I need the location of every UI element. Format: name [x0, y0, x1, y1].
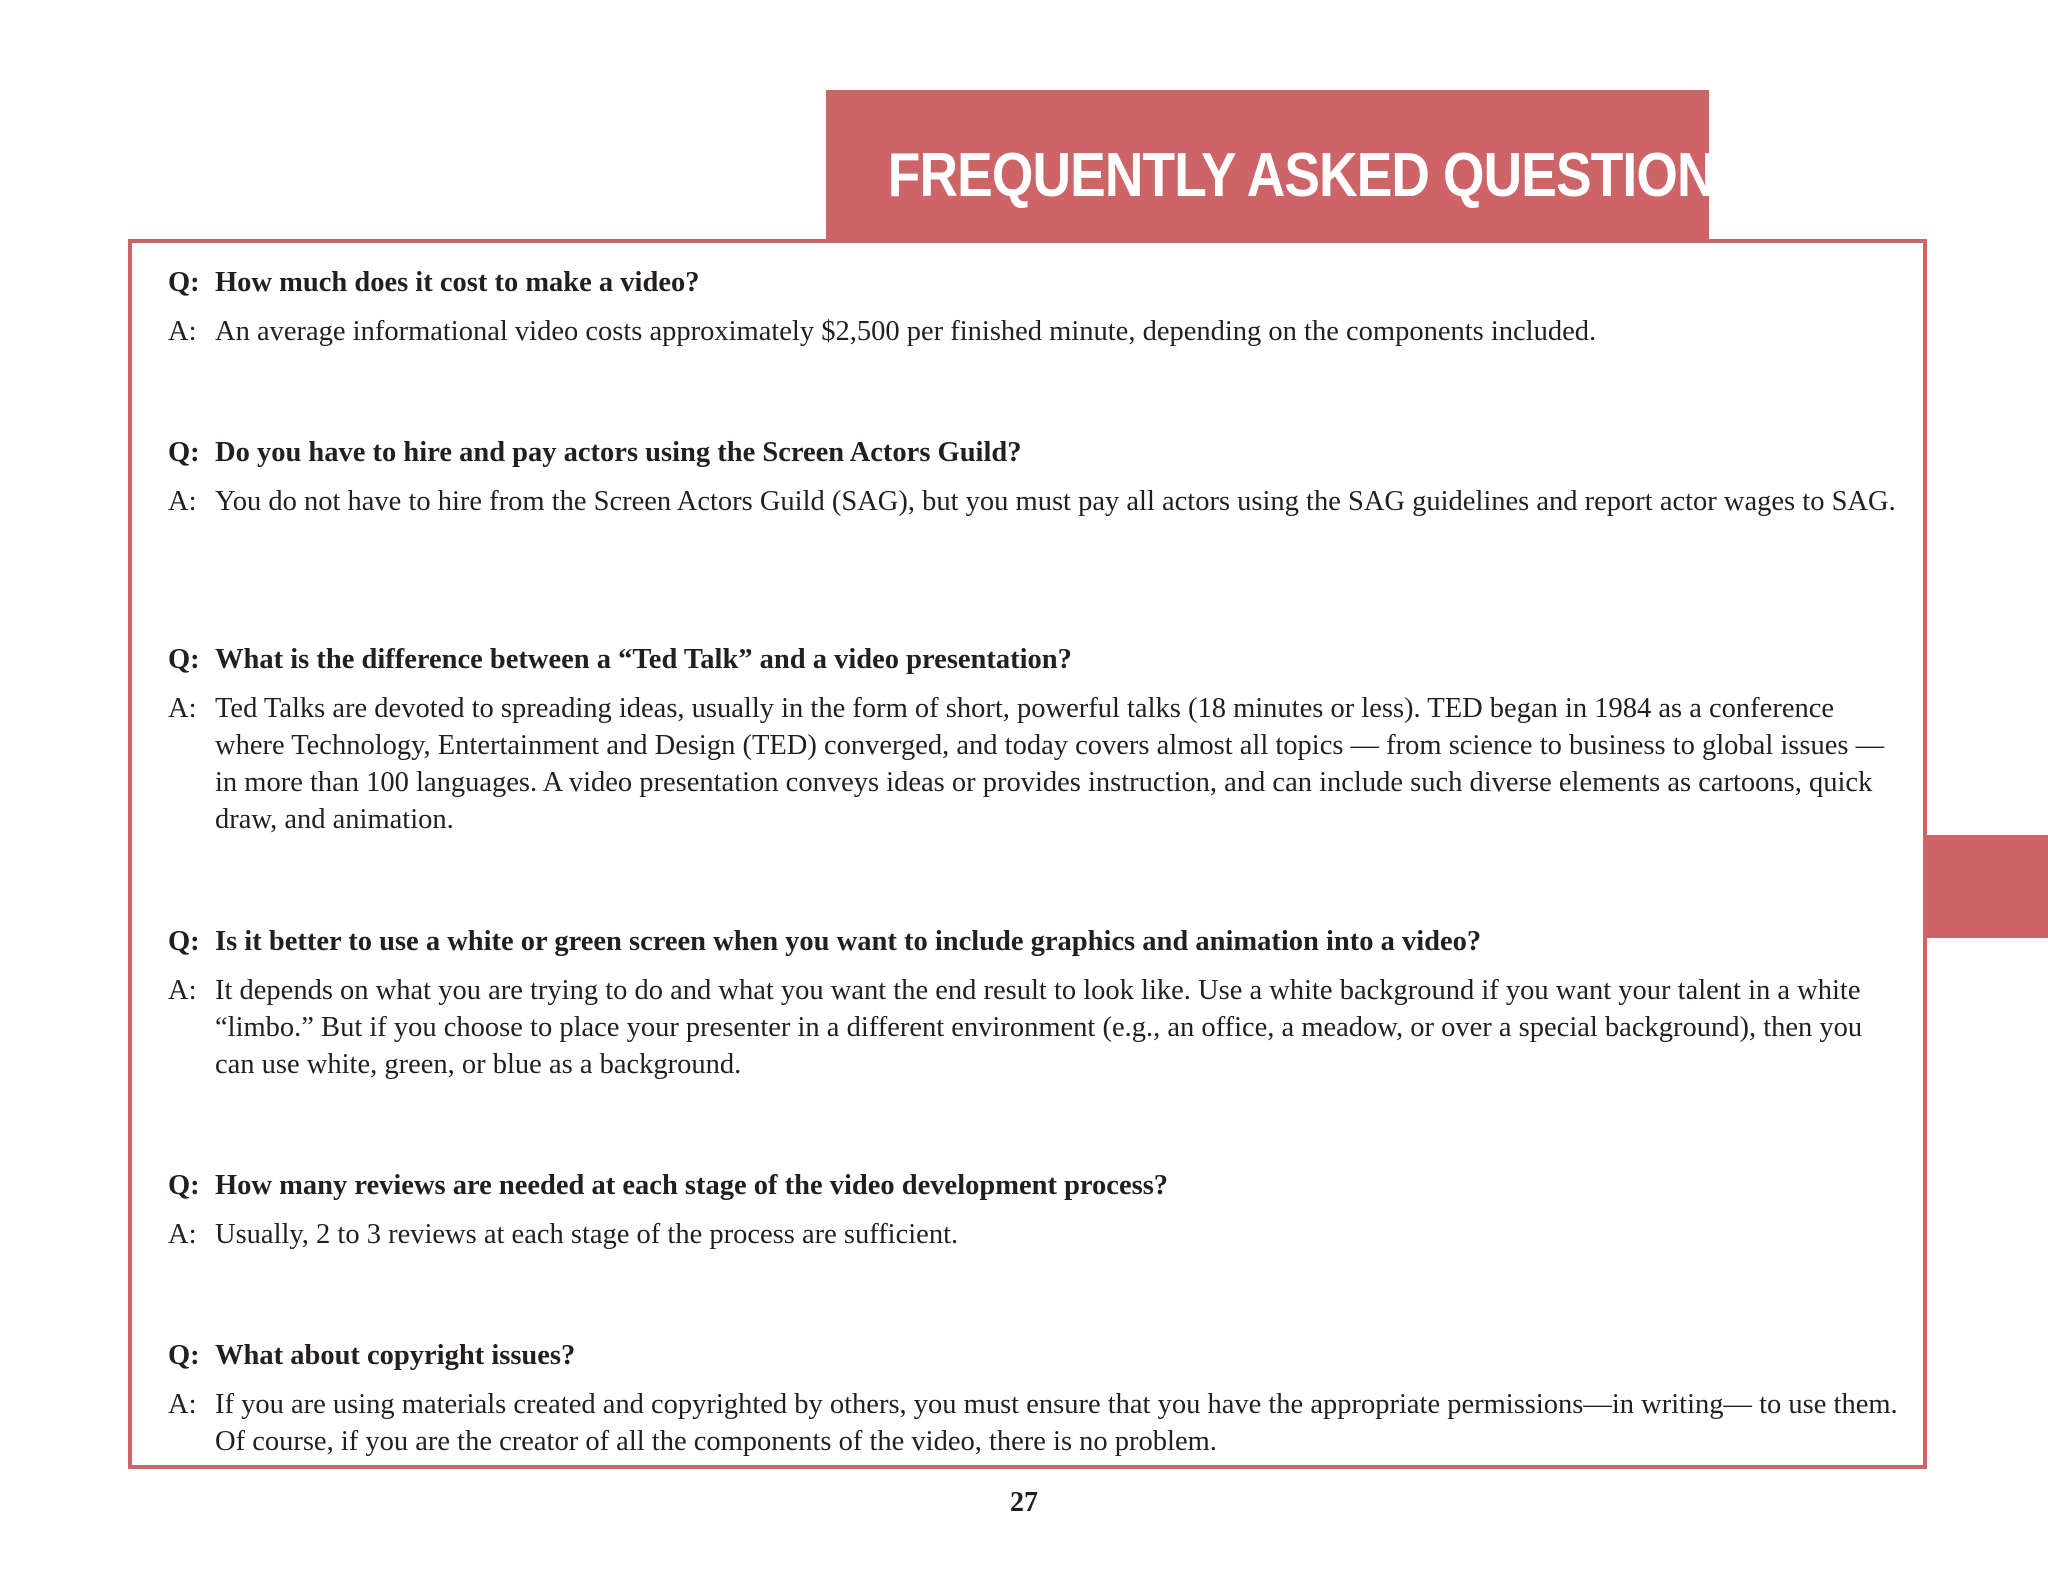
question-text: What about copyright issues?	[215, 1340, 576, 1371]
question-text: What is the difference between a “Ted Talk” and a video presentation?	[215, 644, 1072, 675]
question-text: How many reviews are needed at each stage of the video development process?	[215, 1170, 1169, 1201]
answer-text: It depends on what you are trying to do and what you want the end result to look like. Use a white background if you want your talent in a white “limbo.” But if you choose to place your presenter in a different environment (e.g., an office, a meadow, or over a special background), then you can use white, green, or blue as a background.	[215, 975, 1863, 1080]
answer-marker: A:	[168, 1219, 197, 1250]
answer-text: You do not have to hire from the Screen Actors Guild (SAG), but you must pay all actors using the SAG guidelines and report actor wages to SAG.	[215, 486, 1896, 517]
answer-marker: A:	[168, 1389, 197, 1420]
question-marker: Q:	[168, 1340, 200, 1371]
faq-item-copyright	[168, 1337, 1908, 1460]
question-marker: Q:	[168, 437, 200, 468]
question-text: How much does it cost to make a video?	[215, 267, 700, 298]
answer-text: Ted Talks are devoted to spreading ideas, usually in the form of short, powerful talks (18 minutes or less). TED began in 1984 as a conference where Technology, Entertainment and Design (TED) converged, and today covers almost all topics — from science to business to global issues — in more than 100 languages. A video presentation conveys ideas or provides instruction, and can include such diverse elements as cartoons, quick draw, and animation.	[215, 693, 1885, 835]
answer-marker: A:	[168, 486, 197, 517]
answer-marker: A:	[168, 975, 197, 1006]
faq-item-screen-color	[168, 923, 1908, 1083]
page-number: 27	[1010, 1487, 1038, 1518]
faq-item-cost	[168, 264, 1908, 350]
answer-marker: A:	[168, 693, 197, 724]
faq-item-reviews	[168, 1167, 1908, 1253]
faq-content-box	[128, 239, 1927, 1469]
faq-item-actors	[168, 434, 1908, 520]
faq-item-ted-talk	[168, 641, 1908, 838]
question-text: Do you have to hire and pay actors using the Screen Actors Guild?	[215, 437, 1022, 468]
answer-text: An average informational video costs approximately $2,500 per finished minute, depending on the components included.	[215, 316, 1597, 347]
question-marker: Q:	[168, 644, 200, 675]
question-marker: Q:	[168, 926, 200, 957]
answer-text: Usually, 2 to 3 reviews at each stage of the process are sufficient.	[215, 1219, 959, 1250]
side-tab-marker	[1925, 835, 2048, 938]
page-title-banner	[826, 90, 1750, 242]
answer-text: If you are using materials created and copyrighted by others, you must ensure that you have the appropriate permissions—in writing— to use them. Of course, if you are the creator of all the components of the video, there is no problem.	[215, 1389, 1898, 1457]
question-text: Is it better to use a white or green screen when you want to include graphics and animation into a video?	[215, 926, 1482, 957]
question-marker: Q:	[168, 1170, 200, 1201]
question-marker: Q:	[168, 267, 200, 298]
page-title: FREQUENTLY ASKED QUESTIONS	[887, 141, 1750, 210]
answer-marker: A:	[168, 316, 197, 347]
